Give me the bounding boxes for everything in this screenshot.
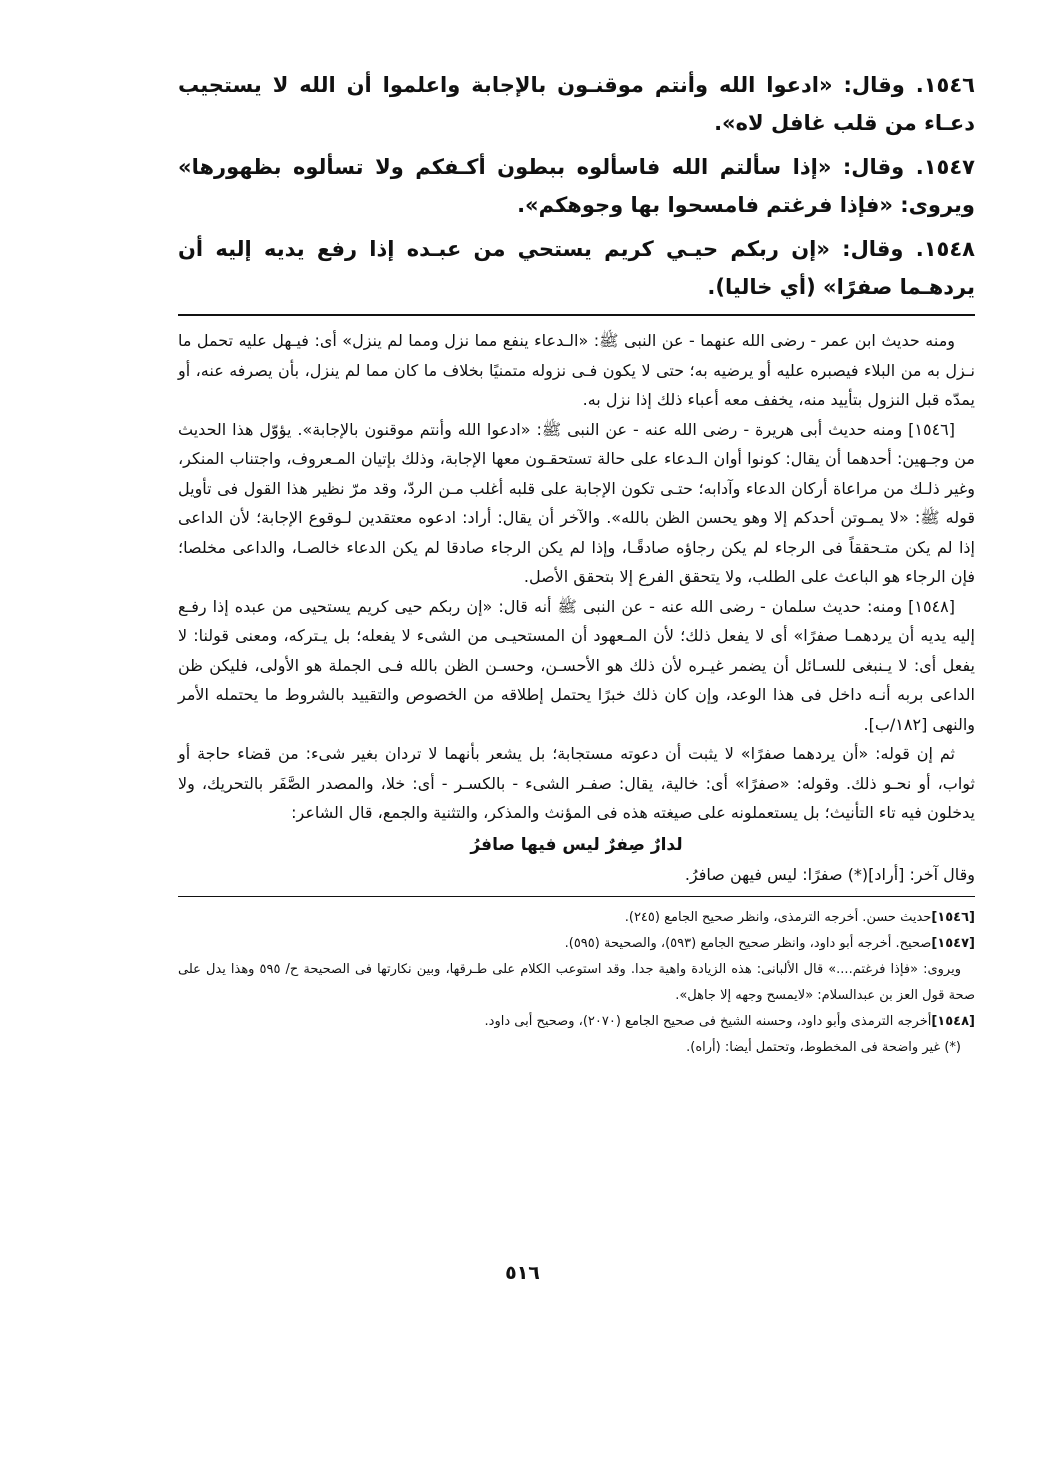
section-divider: [178, 314, 975, 316]
hadith-1548: [178, 230, 975, 306]
commentary-block: [178, 326, 975, 828]
poetry-verse: لدارٌ صِفرٌ ليس فيها صافرُ: [470, 834, 683, 855]
hadith-1547: [178, 148, 975, 224]
commentary-paragraph: [١٥٤٨] ومنه: حديث سلمان - رضى الله عنه - عن النبى ﷺ أنه قال: «إن ربكم حيى كريم يستحيى من عبده إذا رفـع إليه يديه أن يردهمـا صفرًا» أى لا يفعل ذلك؛ لأن المـعهود أن المستحيـى من الشىء لا يفعله؛ بل يـتركه، ومعنى قولنا: لا يفعل أى: لا يـنبغى للسـائل أن يضمر غيـره لأن ذلك هو الأحسـن، وحسـن الظن بالله فـى الجملة هو الأولى، فليكن ظن الداعى بربه أنـه داخل فى هذا الوعد، وإن كان ذلك خبرًا يحتمل إطلاقه من الخصوص والتقييد بالشروط ما يحتمله الأمر والنهى [١٨٢/ب].: [178, 596, 975, 734]
commentary-paragraph: ثم إن قوله: «أن يردهما صفرًا» لا يثبت أن دعوته مستجابة؛ بل يشعر بأنهما لا تردان بغير شىء: من قضاء حاجة أو ثواب، أو نحـو ذلك. وقوله: «صفرًا» أى: خالية، يقال: صفـر الشىء - بالكسـر - أى: خلا، والمصدر الصَّفَر بالتحريك، ولا يدخلون فيه تاء التأنيث؛ بل يستعملونه على صيغته هذه فى المؤنث والمذكر، والتثنية والجمع، قال الشاعر:: [178, 744, 975, 822]
footnote-text: أخرجه الترمذى وأبو داود، وحسنه الشيخ فى صحيح الجامع (٢٠٧٠)، وصحيح أبى داود.: [484, 1013, 932, 1029]
footnote: [178, 1009, 975, 1035]
footnote: [178, 931, 975, 957]
poetry-verse-second: وقال آخر: [أراد](*) صفرًا: ليس فيهن صافرُ.: [684, 864, 975, 884]
hadith-text: وقال: «ادعوا الله وأنتم موقنـون بالإجابة واعلموا أن الله لا يستجيب دعـاء من قلب غافل لاه».: [178, 73, 975, 135]
footnotes: [178, 905, 975, 1061]
page-number: ٥١٦: [505, 1262, 540, 1284]
hadith-block: [178, 66, 975, 306]
commentary-paragraph: ومنه حديث ابن عمر - رضى الله عنهما - عن النبى ﷺ: «الـدعاء ينفع مما نزل ومما لم ينزل» أى: فيـهل عليه تحمل ما نـزل به من البلاء فيصبره عليه أو يرضيه به؛ حتى لا يكون فـى نزوله متمنيًا بخلاف ما كان مما لم ينزل، بأن يصرفه عنه، أو يمدّه قبل النزول بتأييد منه، يخفف معه أعباء ذلك إذا نزل به.: [178, 331, 975, 409]
footnote-text: حديث حسن. أخرجه الترمذى، وانظر صحيح الجامع (٢٤٥).: [624, 909, 932, 925]
footnote-text: ويروى: «فإذا فرغتم....» قال الألبانى: هذه الزيادة واهية جدا. وقد استوعب الكلام على طـرقها، وبين نكارتها فى الصحيحة ح/ ٥٩٥ وهذا يدل على صحة قول العز بن عبدالسلام: «لايمسح وجهه إلا جاهل».: [178, 961, 975, 1003]
hadith-number: ١٥٤٦.: [915, 73, 975, 97]
footnote-ref: [١٥٤٦]: [931, 909, 975, 925]
hadith-number: ١٥٤٨.: [915, 237, 975, 261]
hadith-text: وقال: «إن ربكم حيـي كريم يستحي من عبـده إذا رفع يديه إليه أن يردهـما صفرًا» (أي خاليا).: [178, 237, 975, 299]
footnote: [178, 905, 975, 931]
hadith-1546: [178, 66, 975, 142]
footnote-ref: [١٥٤٨]: [931, 1013, 975, 1029]
hadith-text: وقال: «إذا سألتم الله فاسألوه ببطون أكـفكم ولا تسألوه بظهورها» ويروى: «فإذا فرغتم فامسحوا بها وجوهكم».: [178, 155, 975, 217]
footnote: [178, 957, 975, 1009]
page-body: [178, 66, 975, 1061]
footnote-text: (*) غير واضحة فى المخطوط، وتحتمل أيضا: (أراه).: [686, 1039, 961, 1055]
commentary-paragraph: [١٥٤٦] ومنه حديث أبى هريرة - رضى الله عنه - عن النبى ﷺ: «ادعوا الله وأنتم موقنون بالإجابة». يؤوّل هذا الحديث من وجـهين: أحدهما أن يقال: كونوا أوان الـدعاء على حالة تستحقـون معها الإجابة، وذلك بإتيان المـعروف، واجتناب المنكر، وغير ذلـك من مراعاة أركان الدعاء وآدابه؛ حتـى تكون الإجابة على قلبه أغلب مـن الردّ، وقد مرّ نظير هذا القول فى تأويل قوله ﷺ: «لا يمـوتن أحدكم إلا وهو يحسن الظن بالله». والآخر أن يقال: أراد: ادعوه معتقدين لـوقوع الإجابة؛ لأن الداعى إذا لم يكن متـحققاً فى الرجاء لم يكن رجاؤه صادقًـا، وإذا لم يكن الرجاء صادقا لم يكن الدعاء خالصـا، والداعى مخلصا؛ فإن الرجاء هو الباعث على الطلب، ولا يتحقق الفرع إلا بتحقق الأصل.: [178, 419, 975, 586]
footnote: [178, 1035, 975, 1061]
footnote-ref: [١٥٤٧]: [931, 935, 975, 951]
footnote-text: صحيح. أخرجه أبو داود، وانظر صحيح الجامع (٥٩٣)، والصحيحة (٥٩٥).: [564, 935, 932, 951]
hadith-number: ١٥٤٧.: [915, 155, 975, 179]
footnote-divider: [178, 896, 975, 897]
